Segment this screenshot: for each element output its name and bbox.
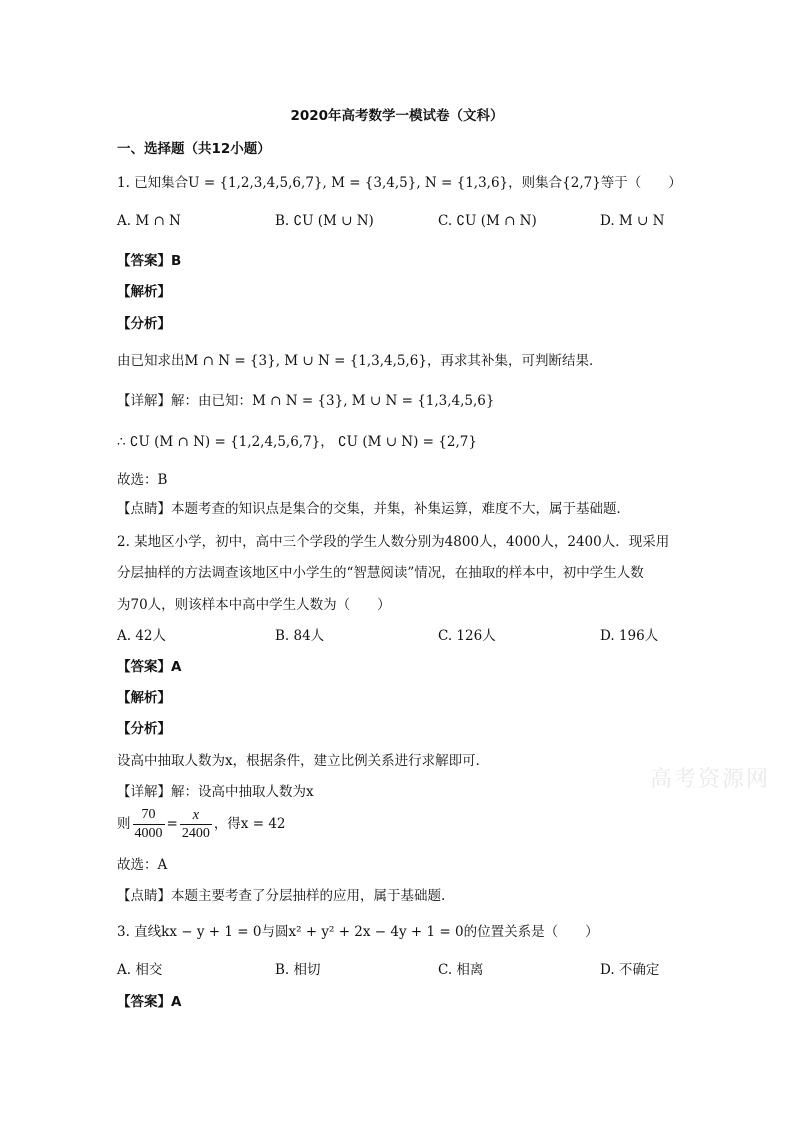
q1-analysis: 由已知求出M ∩ N = {3}, M ∪ N = {1,3,4,5,6}，再求其补集，可判断结果． <box>117 353 603 369</box>
q2-fraction-1-numerator: 70 <box>133 806 165 825</box>
q2-stem-line1: 2. 某地区小学，初中，高中三个学段的学生人数分别为4800人，4000人，2400人．现采用 <box>117 534 670 550</box>
q2-fraction-2-denominator: 2400 <box>181 826 210 841</box>
q3-stem: 3. 直线kx − y + 1 = 0与圆x² + y² + 2x − 4y + 1 = 0的位置关系是（ ） <box>117 924 599 940</box>
watermark: 高考资源网 <box>650 767 771 792</box>
q2-detail: 【详解】解：设高中抽取人数为x <box>117 784 314 800</box>
q2-then-prefix: 则 <box>117 816 131 832</box>
q2-fenxi-label: 【分析】 <box>117 721 171 737</box>
q3-option-b: B. 相切 <box>275 962 321 978</box>
q1-option-b: B. ∁U (M ∪ N) <box>275 213 374 229</box>
q2-analysis: 设高中抽取人数为x，根据条件，建立比例关系进行求解即可． <box>117 753 490 769</box>
q1-therefore: ∴ ∁U (M ∩ N) = {1,2,4,5,6,7}， ∁U (M ∪ N) = {2,7} <box>117 434 477 450</box>
q1-option-d: D. M ∪ N <box>600 213 665 229</box>
q2-fraction-2-numerator: x <box>180 806 212 825</box>
q2-equals-sign: = <box>166 816 178 832</box>
page-title: 2020年高考数学一模试卷（文科） <box>290 108 504 124</box>
q2-fraction-2 <box>180 806 212 843</box>
q2-fraction-1 <box>133 806 165 843</box>
q2-option-c: C. 126人 <box>438 628 496 644</box>
q1-jiexi-label: 【解析】 <box>117 284 171 300</box>
q1-answer: 【答案】B <box>117 253 182 269</box>
q2-option-d: D. 196人 <box>600 628 659 644</box>
q1-choose: 故选：B <box>117 472 168 488</box>
q3-option-c: C. 相离 <box>438 962 484 978</box>
q1-option-c: C. ∁U (M ∩ N) <box>438 213 537 229</box>
q2-option-a: A. 42人 <box>117 628 167 644</box>
q1-fenxi-label: 【分析】 <box>117 316 171 332</box>
q3-answer: 【答案】A <box>117 994 182 1010</box>
q2-then-suffix: ，得x = 42 <box>213 816 286 832</box>
q2-answer: 【答案】A <box>117 659 182 675</box>
q1-stem: 1. 已知集合U = {1,2,3,4,5,6,7}, M = {3,4,5}, N = {1,3,6}，则集合{2,7}等于（ ） <box>117 175 682 191</box>
q2-option-b: B. 84人 <box>275 628 325 644</box>
q1-comment: 【点睛】本题考查的知识点是集合的交集，并集，补集运算，难度不大，属于基础题． <box>117 501 630 517</box>
q1-option-a: A. M ∩ N <box>117 213 181 229</box>
q2-stem-line3: 为70人，则该样本中高中学生人数为（ ） <box>117 597 391 613</box>
section-heading: 一、选择题（共12小题） <box>117 141 271 157</box>
q2-fraction-1-denominator: 4000 <box>134 826 163 841</box>
q3-option-d: D. 不确定 <box>600 962 660 978</box>
q2-comment: 【点睛】本题主要考查了分层抽样的应用，属于基础题. <box>117 888 446 904</box>
q2-choose: 故选：A <box>117 857 168 873</box>
q3-option-a: A. 相交 <box>117 962 163 978</box>
q2-equation <box>117 806 286 843</box>
q1-detail: 【详解】解：由已知：M ∩ N = {3}, M ∪ N = {1,3,4,5,6} <box>117 393 495 409</box>
q2-stem-line2: 分层抽样的方法调查该地区中小学生的“智慧阅读”情况，在抽取的样本中，初中学生人数 <box>117 565 644 581</box>
q2-jiexi-label: 【解析】 <box>117 690 171 706</box>
